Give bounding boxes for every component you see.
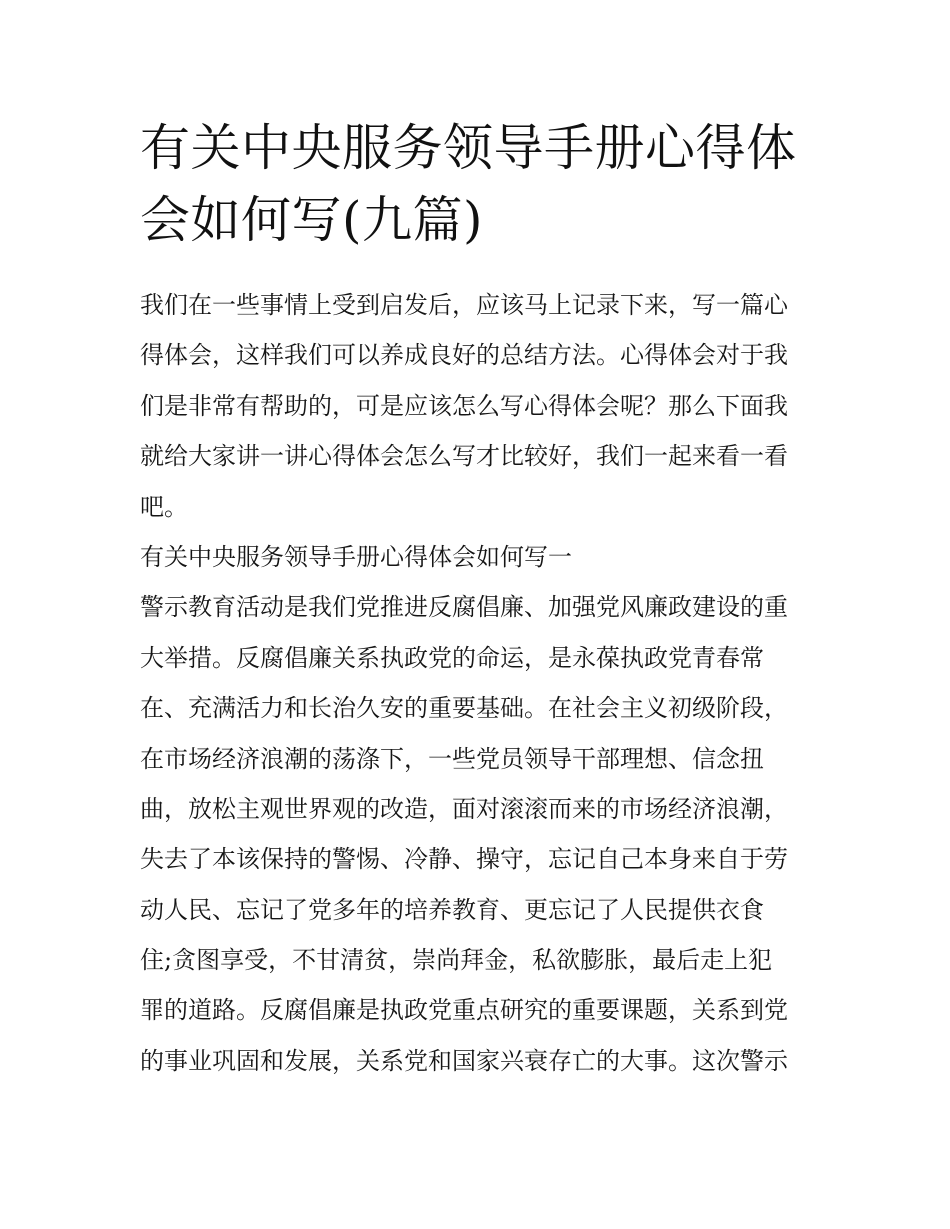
section-line: 动人民、忘记了党多年的培养教育、更忘记了人民提供衣食 xyxy=(140,895,764,924)
document-body xyxy=(140,280,830,1086)
section-line: 在、充满活力和长治久安的重要基础。在社会主义初级阶段， xyxy=(140,694,788,723)
section-line: 罪的道路。反腐倡廉是执政党重点研究的重要课题，关系到党 xyxy=(140,996,788,1025)
intro-line: 就给大家讲一讲心得体会怎么写才比较好，我们一起来看一看 xyxy=(140,442,788,471)
section-line: 曲，放松主观世界观的改造，面对滚滚而来的市场经济浪潮， xyxy=(140,794,788,823)
intro-line: 们是非常有帮助的，可是应该怎么写心得体会呢？那么下面我 xyxy=(140,391,788,420)
section-line: 的事业巩固和发展，关系党和国家兴衰存亡的大事。这次警示 xyxy=(140,1046,788,1075)
section-line: 大举措。反腐倡廉关系执政党的命运，是永葆执政党青春常 xyxy=(140,643,764,672)
intro-paragraph xyxy=(140,280,830,532)
section-line: 住;贪图享受，不甘清贫，崇尚拜金，私欲膨胀，最后走上犯 xyxy=(140,946,773,975)
section-paragraph xyxy=(140,582,830,1086)
section-heading: 有关中央服务领导手册心得体会如何写一 xyxy=(140,542,572,571)
intro-line: 吧。 xyxy=(140,492,188,521)
section-line: 警示教育活动是我们党推进反腐倡廉、加强党风廉政建设的重 xyxy=(140,593,788,622)
section-line: 在市场经济浪潮的荡涤下，一些党员领导干部理想、信念扭 xyxy=(140,744,764,773)
intro-line: 我们在一些事情上受到启发后，应该马上记录下来，写一篇心 xyxy=(140,291,788,319)
section-line: 失去了本该保持的警惕、冷静、操守，忘记自己本身来自于劳 xyxy=(140,845,788,874)
intro-line: 得体会，这样我们可以养成良好的总结方法。心得体会对于我 xyxy=(140,341,788,370)
document-title xyxy=(140,112,820,256)
title-line-2: 会如何写(九篇) xyxy=(140,191,484,249)
title-line-1: 有关中央服务领导手册心得体 xyxy=(140,119,797,177)
